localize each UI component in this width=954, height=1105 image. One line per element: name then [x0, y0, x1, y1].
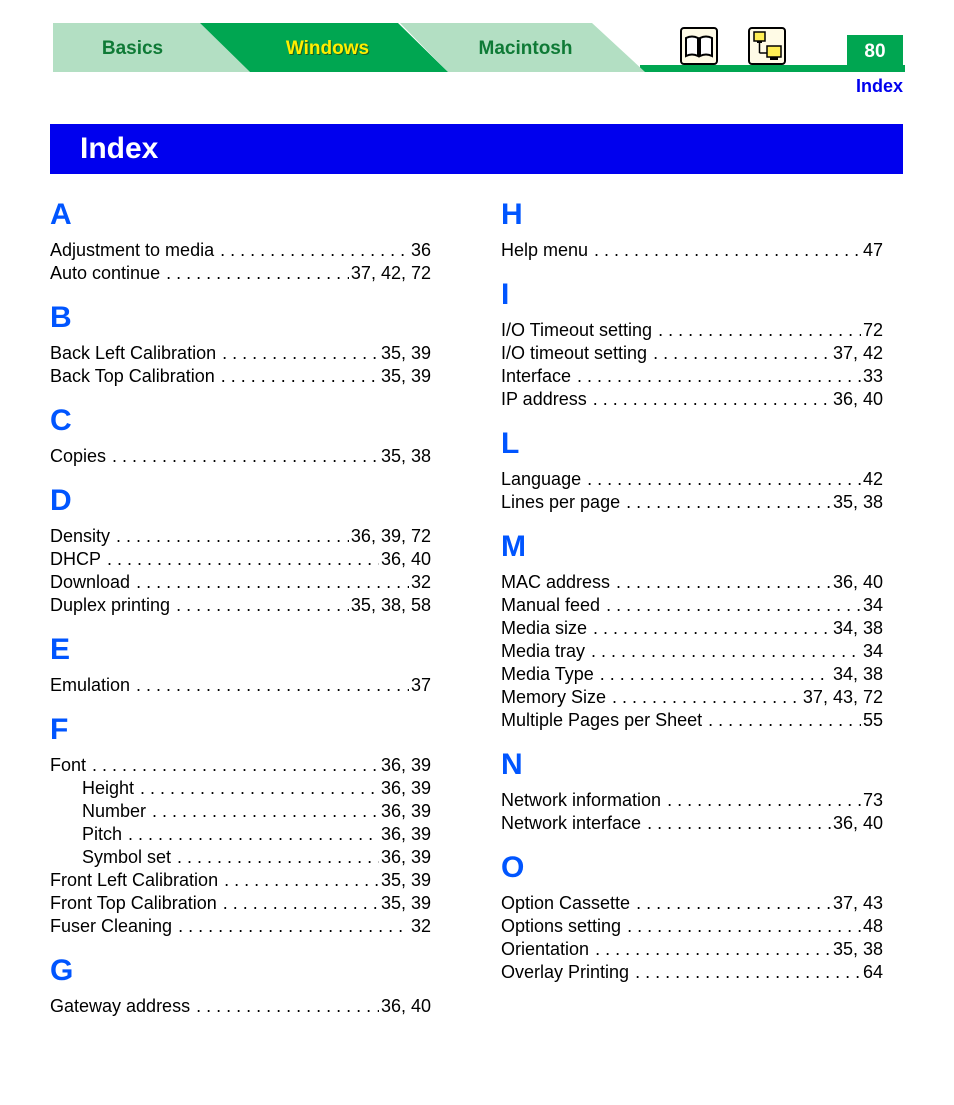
dot-leader — [636, 892, 831, 915]
entry-page-numbers[interactable]: 72 — [862, 320, 883, 340]
index-entry[interactable] — [50, 445, 431, 468]
section-letter: L — [501, 427, 520, 460]
index-left-column — [50, 194, 431, 1018]
entry-page-numbers[interactable]: 47 — [862, 240, 883, 260]
index-section-f — [50, 715, 431, 938]
section-letter: E — [50, 633, 71, 666]
dot-leader — [635, 961, 861, 984]
entry-page-numbers[interactable]: 36, 40 — [832, 572, 883, 592]
entry-page-numbers[interactable]: 35, 39 — [380, 870, 431, 890]
section-link-index[interactable]: Index — [855, 76, 903, 96]
index-subentry[interactable] — [50, 800, 431, 823]
dot-leader — [612, 686, 801, 709]
entry-term: Fuser Cleaning — [50, 916, 173, 936]
entry-term: Options setting — [501, 916, 622, 936]
entry-term: Network information — [501, 790, 662, 810]
index-entry[interactable] — [501, 961, 883, 984]
entry-term: Media size — [501, 618, 588, 638]
dot-leader — [591, 640, 861, 663]
section-letter: O — [501, 851, 525, 884]
entry-term: Height — [82, 778, 135, 798]
index-entry[interactable] — [501, 617, 883, 640]
dot-leader — [653, 342, 831, 365]
dot-leader — [176, 594, 349, 617]
index-entry[interactable] — [50, 262, 431, 285]
entry-page-numbers[interactable]: 36, 40 — [380, 549, 431, 569]
entry-term: Media Type — [501, 664, 594, 684]
entry-term: Overlay Printing — [501, 962, 630, 982]
entry-term: Memory Size — [501, 687, 607, 707]
dot-leader — [128, 823, 379, 846]
index-entry[interactable] — [501, 594, 883, 617]
top-navigation — [0, 0, 954, 96]
entry-page-numbers[interactable]: 37, 43 — [832, 893, 883, 913]
dot-leader — [220, 239, 409, 262]
entry-page-numbers[interactable]: 35, 39 — [380, 893, 431, 913]
tab-basics[interactable]: Basics — [101, 38, 164, 59]
entry-term: MAC address — [501, 572, 611, 592]
index-entry[interactable] — [501, 365, 883, 388]
entry-page-numbers[interactable]: 35, 38, 58 — [350, 595, 431, 615]
section-letter: B — [50, 301, 72, 334]
title-banner — [50, 124, 903, 174]
entry-term: Number — [82, 801, 147, 821]
entry-page-numbers[interactable]: 36, 39 — [380, 755, 431, 775]
entry-page-numbers[interactable]: 34, 38 — [832, 618, 883, 638]
index-entry[interactable] — [50, 594, 431, 617]
entry-term: Download — [50, 572, 131, 592]
entry-page-numbers[interactable]: 35, 38 — [380, 446, 431, 466]
index-entry[interactable] — [501, 342, 883, 365]
entry-page-numbers[interactable]: 34 — [862, 641, 883, 661]
entry-term: Lines per page — [501, 492, 621, 512]
index-entry[interactable] — [50, 892, 431, 915]
entry-page-numbers[interactable]: 55 — [862, 710, 883, 730]
index-entry[interactable] — [501, 686, 883, 709]
index-section-h — [501, 200, 883, 262]
entry-term: Front Top Calibration — [50, 893, 217, 913]
section-letter: C — [50, 404, 72, 437]
entry-term: Emulation — [50, 675, 131, 695]
dot-leader — [224, 869, 379, 892]
entry-page-numbers[interactable]: 37 — [410, 675, 431, 695]
network-icon[interactable] — [748, 27, 786, 65]
index-section-g — [50, 956, 431, 1018]
dot-leader — [107, 548, 379, 571]
entry-page-numbers[interactable]: 34, 38 — [832, 664, 883, 684]
entry-page-numbers[interactable]: 34 — [862, 595, 883, 615]
dot-leader — [221, 365, 379, 388]
section-letter: G — [50, 954, 74, 987]
entry-term: Pitch — [82, 824, 123, 844]
dot-leader — [196, 995, 379, 1018]
section-letter: I — [501, 278, 510, 311]
index-section-e — [50, 635, 431, 697]
dot-leader — [92, 754, 379, 777]
entry-page-numbers[interactable]: 36, 39 — [380, 824, 431, 844]
dot-leader — [606, 594, 861, 617]
dot-leader — [595, 938, 831, 961]
index-entry[interactable] — [501, 640, 883, 663]
entry-term: Back Top Calibration — [50, 366, 215, 386]
entry-term: Symbol set — [82, 847, 172, 867]
index-section-c — [50, 406, 431, 468]
dot-leader — [577, 365, 861, 388]
dot-leader — [647, 812, 831, 835]
index-entry[interactable] — [501, 388, 883, 411]
entry-page-numbers[interactable]: 36 — [410, 240, 431, 260]
entry-term: I/O timeout setting — [501, 343, 648, 363]
index-entry[interactable] — [501, 812, 883, 835]
entry-page-numbers[interactable]: 35, 39 — [380, 343, 431, 363]
section-letter: A — [50, 198, 72, 231]
section-letter: M — [501, 530, 526, 563]
index-entry[interactable] — [501, 789, 883, 812]
index-entry[interactable] — [50, 548, 431, 571]
dot-leader — [587, 468, 861, 491]
entry-term: Interface — [501, 366, 572, 386]
dot-leader — [112, 445, 379, 468]
index-entry[interactable] — [50, 342, 431, 365]
entry-term: Font — [50, 755, 87, 775]
entry-term: Back Left Calibration — [50, 343, 217, 363]
page-number: 80 — [847, 35, 903, 69]
entry-term: Duplex printing — [50, 595, 171, 615]
index-entry[interactable] — [501, 319, 883, 342]
tab-macintosh[interactable]: Macintosh — [478, 38, 573, 59]
index-entry[interactable] — [50, 365, 431, 388]
entry-page-numbers[interactable]: 36, 39 — [380, 801, 431, 821]
entry-term: Front Left Calibration — [50, 870, 219, 890]
index-entry[interactable] — [50, 239, 431, 262]
index-entry[interactable] — [501, 892, 883, 915]
entry-term: DHCP — [50, 549, 102, 569]
entry-page-numbers[interactable]: 37, 42 — [832, 343, 883, 363]
index-entry[interactable] — [50, 754, 431, 777]
index-entry[interactable] — [501, 571, 883, 594]
index-section-b — [50, 303, 431, 388]
index-section-m — [501, 532, 883, 732]
index-section-a — [50, 200, 431, 285]
index-entry[interactable] — [50, 525, 431, 548]
entry-page-numbers[interactable]: 33 — [862, 366, 883, 386]
dot-leader — [627, 915, 861, 938]
index-entry[interactable] — [501, 915, 883, 938]
index-entry[interactable] — [50, 571, 431, 594]
dot-leader — [166, 262, 349, 285]
index-subentry[interactable] — [50, 823, 431, 846]
page-title: Index — [80, 132, 159, 165]
dot-leader — [136, 674, 409, 697]
entry-term: Option Cassette — [501, 893, 631, 913]
dot-leader — [594, 239, 861, 262]
entry-page-numbers[interactable]: 37, 43, 72 — [802, 687, 883, 707]
index-subentry[interactable] — [50, 846, 431, 869]
entry-page-numbers[interactable]: 36, 39 — [380, 778, 431, 798]
index-section-i — [501, 280, 883, 411]
dot-leader — [178, 915, 409, 938]
index-entry[interactable] — [50, 995, 431, 1018]
dot-leader — [152, 800, 379, 823]
entry-page-numbers[interactable]: 36, 39 — [380, 847, 431, 867]
dot-leader — [593, 388, 831, 411]
entry-page-numbers[interactable]: 36, 40 — [832, 389, 883, 409]
index-section-l — [501, 429, 883, 514]
dot-leader — [136, 571, 409, 594]
index-right-column — [501, 194, 883, 984]
entry-page-numbers[interactable]: 64 — [862, 962, 883, 982]
index-section-o — [501, 853, 883, 984]
dot-leader — [593, 617, 831, 640]
entry-term: Orientation — [501, 939, 590, 959]
index-section-d — [50, 486, 431, 617]
entry-term: Media tray — [501, 641, 586, 661]
entry-term: Copies — [50, 446, 107, 466]
index-subentry[interactable] — [50, 777, 431, 800]
entry-page-numbers[interactable]: 48 — [862, 916, 883, 936]
index-entry[interactable] — [50, 674, 431, 697]
dot-leader — [600, 663, 831, 686]
dot-leader — [223, 892, 379, 915]
index-entry[interactable] — [501, 709, 883, 732]
entry-term: Network interface — [501, 813, 642, 833]
dot-leader — [626, 491, 831, 514]
entry-term: Density — [50, 526, 111, 546]
section-letter: N — [501, 748, 523, 781]
entry-page-numbers[interactable]: 35, 38 — [832, 492, 883, 512]
entry-term: Manual feed — [501, 595, 601, 615]
entry-term: Help menu — [501, 240, 589, 260]
index-entry[interactable] — [501, 239, 883, 262]
entry-term: Language — [501, 469, 582, 489]
entry-page-numbers[interactable]: 42 — [862, 469, 883, 489]
section-letter: D — [50, 484, 72, 517]
entry-page-numbers[interactable]: 32 — [410, 916, 431, 936]
entry-page-numbers[interactable]: 73 — [862, 790, 883, 810]
dot-leader — [708, 709, 861, 732]
entry-term: Multiple Pages per Sheet — [501, 710, 703, 730]
index-entry[interactable] — [501, 468, 883, 491]
section-letter: H — [501, 198, 523, 231]
section-letter: F — [50, 713, 69, 746]
index-entry[interactable] — [501, 663, 883, 686]
dot-leader — [667, 789, 861, 812]
entry-term: IP address — [501, 389, 587, 409]
entry-page-numbers[interactable]: 32 — [410, 572, 431, 592]
entry-page-numbers[interactable]: 35, 38 — [832, 939, 883, 959]
entry-term: I/O Timeout setting — [501, 320, 653, 340]
index-entry[interactable] — [501, 491, 883, 514]
tab-windows[interactable]: Windows — [285, 38, 370, 59]
dot-leader — [177, 846, 379, 869]
entry-term: Adjustment to media — [50, 240, 215, 260]
entry-page-numbers[interactable]: 36, 39, 72 — [350, 526, 431, 546]
index-entry[interactable] — [50, 915, 431, 938]
dot-leader — [140, 777, 379, 800]
entry-page-numbers[interactable]: 35, 39 — [380, 366, 431, 386]
index-section-n — [501, 750, 883, 835]
entry-page-numbers[interactable]: 36, 40 — [380, 996, 431, 1016]
index-entry[interactable] — [50, 869, 431, 892]
entry-term: Auto continue — [50, 263, 161, 283]
book-icon[interactable] — [680, 27, 718, 65]
entry-page-numbers[interactable]: 37, 42, 72 — [350, 263, 431, 283]
dot-leader — [658, 319, 861, 342]
index-entry[interactable] — [501, 938, 883, 961]
dot-leader — [222, 342, 379, 365]
dot-leader — [616, 571, 831, 594]
entry-page-numbers[interactable]: 36, 40 — [832, 813, 883, 833]
entry-term: Gateway address — [50, 996, 191, 1016]
dot-leader — [116, 525, 349, 548]
